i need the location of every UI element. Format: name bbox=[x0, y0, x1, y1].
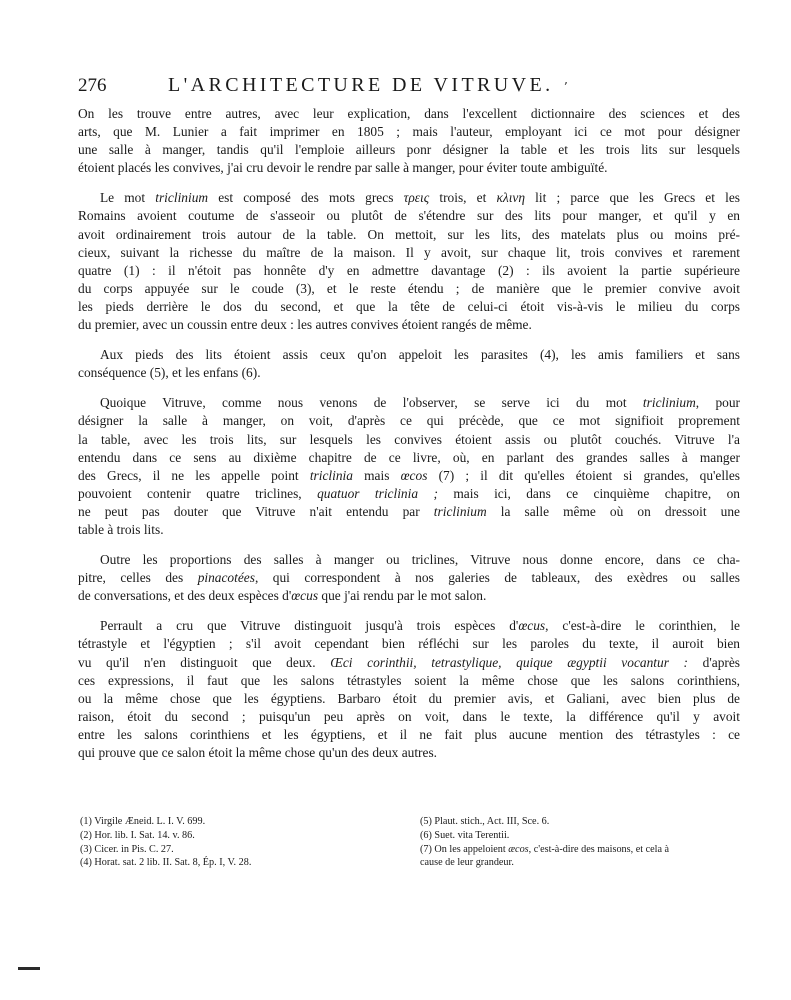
running-title: L'ARCHITECTURE DE VITRUVE. bbox=[168, 74, 554, 96]
text-line: les pieds derrière le dos du second, et que la tête de celui-ci étoit vis-à-vis le milieu du corps bbox=[78, 298, 740, 314]
footnote: cause de leur grandeur. bbox=[420, 857, 514, 869]
margin-mark bbox=[18, 967, 40, 970]
paragraph bbox=[78, 105, 740, 177]
text-line: pitre, celles des pinacotées, qui correspondent à nos galeries de tableaux, des exèdres ou salles bbox=[78, 570, 741, 586]
text-line: du corps appuyée sur le coude (3), et le reste étendu ; de manière que le premier convive avoit bbox=[78, 280, 740, 296]
footnote: (4) Horat. sat. 2 lib. II. Sat. 8, Ép. I, V. 28. bbox=[80, 857, 252, 869]
text-line: qui prouve que ce salon étoit la même chose qu'un des deux autres. bbox=[78, 745, 438, 760]
footnotes bbox=[80, 815, 740, 870]
paragraph bbox=[78, 617, 740, 762]
text-line: désigner la salle à manger, on voit, d'après ce qui précède, que ce mot signifioit proprement bbox=[78, 413, 740, 429]
text-line: table à trois lits. bbox=[78, 521, 164, 537]
paragraph bbox=[78, 394, 740, 539]
text-line: du premier, avec un coussin entre deux : les autres convives étoient rangés de même. bbox=[78, 317, 532, 333]
footnotes-right-column bbox=[420, 815, 740, 870]
text-line: raison, étoit du second ; puisqu'un peu après on voit, dans le texte, la différence qu'il y avoit bbox=[78, 708, 740, 724]
text-line: vu qu'il n'en distinguoit que deux. Œci corinthii, tetrastylique, quique ægyptii vocantur : d'après bbox=[78, 654, 741, 670]
text-line: des Grecs, il ne les appelle point triclinia mais œcos (7) ; il dit qu'elles étoient si grandes, qu'elles bbox=[78, 467, 740, 483]
header-mark: ʼ bbox=[563, 80, 568, 94]
text-line: Romains avoient coutume de s'asseoir ou plutôt de s'étendre sur des lits pour manger, et qu'il y en bbox=[78, 208, 740, 224]
text-line: entendu dans ce sens au dixième chapitre de ce livre, où, en parlant des grandes salles à manger bbox=[78, 449, 740, 465]
text-line: une salle à manger, tandis qu'il l'emploie ailleurs ponr désigner la table et les trois lits sur lesquels bbox=[78, 142, 740, 158]
text-line: la table, avec les trois lits, sur lesquels les convives étoient assis ou plutôt couchés. Vitruve l'a bbox=[78, 431, 740, 447]
footnote: (6) Suet. vita Terentii. bbox=[420, 829, 510, 841]
page-header bbox=[78, 74, 740, 97]
text-line: ne peut pas douter que Vitruve n'ait entendu par triclinium la salle même où on dressoit une bbox=[78, 503, 740, 519]
paragraph bbox=[78, 346, 740, 382]
paragraph bbox=[78, 189, 740, 334]
footnotes-left-column bbox=[80, 815, 410, 870]
body-text bbox=[78, 105, 740, 762]
text-line: Outre les proportions des salles à manger ou triclines, Vitruve nous donne encore, dans ce cha- bbox=[100, 552, 740, 568]
paragraph bbox=[78, 551, 740, 605]
text-line: Quoique Vitruve, comme nous venons de l'observer, se serve ici du mot triclinium, pour bbox=[100, 395, 740, 411]
text-line: tétrastyle et l'égyptien ; s'il avoit cependant bien réfléchi sur les paroles du texte, il auroit bien bbox=[78, 636, 740, 652]
footnote: (2) Hor. lib. I. Sat. 14. v. 86. bbox=[80, 829, 195, 841]
text-line: Le mot triclinium est composé des mots grecs τρεις trois, et κλινη lit ; parce que les Grecs et les bbox=[100, 190, 740, 206]
text-line: ou la même chose que les égyptiens. Barbaro étoit du premier avis, et Galiani, avec bien plus de bbox=[78, 690, 740, 706]
footnote: (3) Cicer. in Pis. C. 27. bbox=[80, 843, 174, 855]
text-line: Aux pieds des lits étoient assis ceux qu'on appeloit les parasites (4), les amis familiers et sans bbox=[100, 347, 740, 363]
text-line: cieux, suivant la richesse du maître de la maison. Il y avoit, sur chaque lit, trois convives et rarement bbox=[78, 244, 740, 260]
page-content bbox=[78, 74, 740, 762]
text-line: arts, que M. Lunier a fait imprimer en 1805 ; mais l'auteur, employant ici ce mot pour désigner bbox=[78, 124, 740, 140]
text-line: avoit ordinairement trois autour de la table. On mettoit, sur les lits, des matelats plus ou moins pré- bbox=[78, 226, 740, 242]
text-line: Perrault a cru que Vitruve distinguoit jusqu'à trois espèces d'œcus, c'est-à-dire le corinthien, le bbox=[100, 618, 741, 634]
footnote: (1) Virgile Æneid. L. I. V. 699. bbox=[80, 816, 206, 827]
text-line: de conversations, et des deux espèces d'œcus que j'ai rendu par le mot salon. bbox=[78, 588, 487, 604]
text-line: entre les salons corinthiens et les égyptiens, et il ne fait plus aucune mention des tétrastyles : ce bbox=[78, 726, 740, 742]
text-line: pouvoient contenir quatre triclines, quatuor triclinia ; mais ici, dans ce cinquième chapitre, on bbox=[78, 485, 740, 501]
text-line: étoient placés les convives, j'ai cru devoir le rendre par salle à manger, pour éviter toute ambiguïté. bbox=[78, 160, 608, 176]
text-line: quatre (1) : il n'étoit pas honnête d'y en admettre davantage (2) : ils avoient la partie supérieure bbox=[78, 262, 740, 278]
footnote: (5) Plaut. stich., Act. III, Sce. 6. bbox=[420, 816, 550, 827]
footnote: (7) On les appeloient æcos, c'est-à-dire des maisons, et cela à bbox=[420, 843, 670, 855]
text-line: conséquence (5), et les enfans (6). bbox=[78, 365, 261, 381]
text-line: ces expressions, il faut que les salons tétrastyles soient la même chose que les salons corinthiens, bbox=[78, 672, 740, 688]
page-number: 276 bbox=[78, 75, 107, 96]
text-line: On les trouve entre autres, avec leur explication, dans l'excellent dictionnaire des sciences et des bbox=[78, 106, 740, 121]
